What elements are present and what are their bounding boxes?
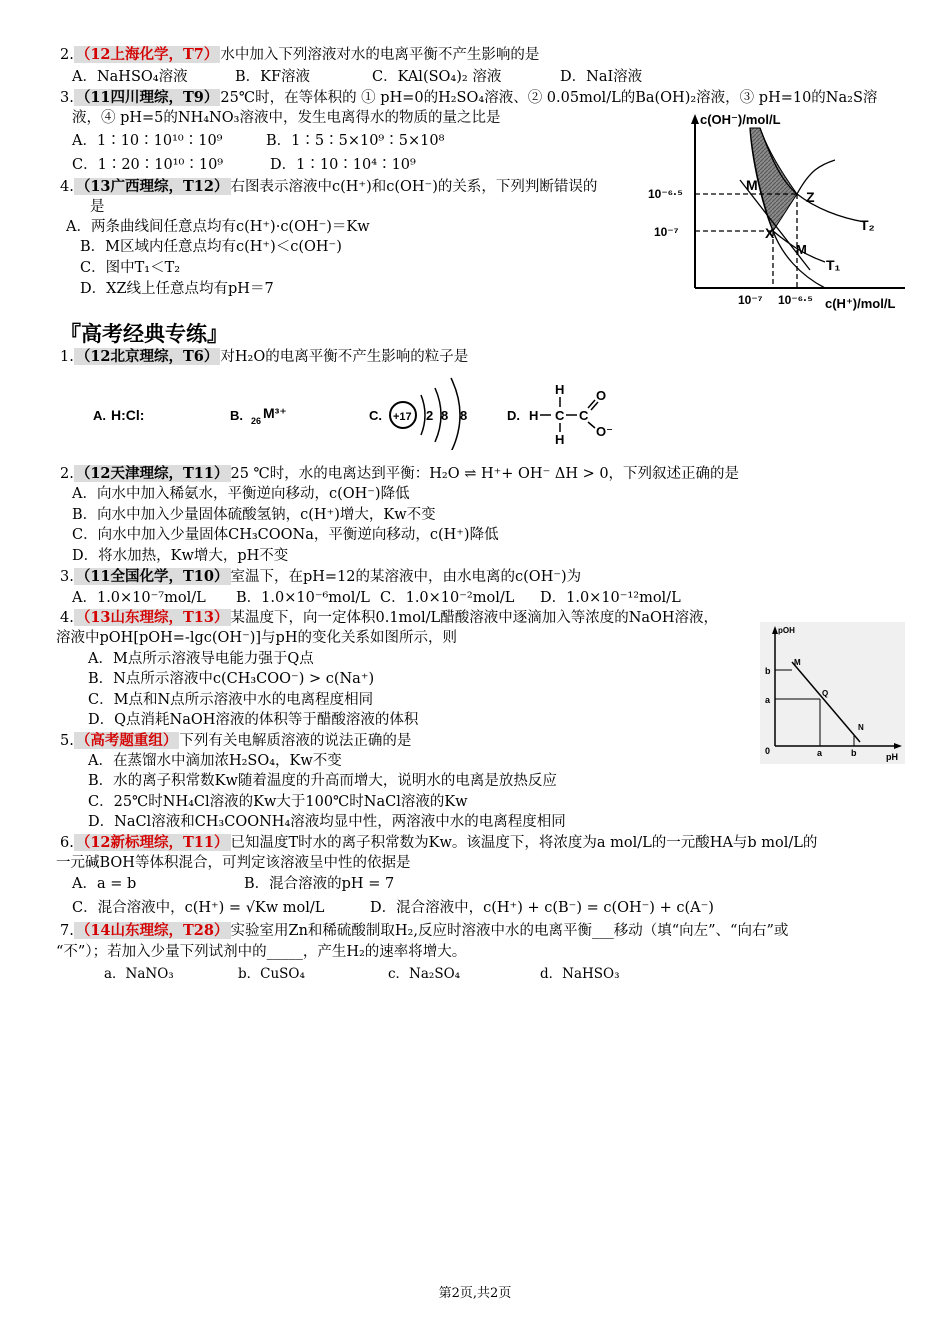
option-b-label: B. (230, 408, 243, 423)
y-axis-label: c(OH⁻)/mol/L (700, 112, 781, 127)
y-tick-b: b (765, 666, 771, 676)
x-tick-b: b (851, 748, 857, 758)
q-number: 5. (60, 733, 74, 749)
graph-background (760, 622, 905, 764)
curve-t2-upper (797, 160, 835, 194)
q1-option-figures (85, 370, 645, 450)
q-main-6 (60, 833, 817, 853)
q-stem-line2: 溶液中pOH[pOH=-lgc(OH⁻)]与pH的变化关系如图所示，则 (56, 630, 457, 646)
option-c: C．图中T₁＜T₂ (80, 260, 181, 276)
q-number: 2. (60, 466, 74, 482)
option-d: D．Q点消耗NaOH溶液的体积等于醋酸溶液的体积 (88, 712, 419, 728)
shell-electrons-3: 8 (460, 408, 468, 423)
point-n: N (858, 723, 864, 732)
option-d: D．1.0×10⁻¹²mol/L (540, 590, 681, 606)
option-b: B．M区域内任意点均有c(H⁺)＜c(OH⁻) (80, 239, 342, 255)
shell-electrons-1: 2 (426, 408, 434, 423)
option-a: a．NaNO₃ (104, 966, 174, 982)
point-m-upper: M (746, 177, 758, 193)
poh-ph-graph (760, 622, 905, 764)
point-m: M (794, 658, 801, 667)
q-stem: 下列有关电解质溶液的说法正确的是 (179, 733, 412, 749)
option-c: C．M点和N点所示溶液中水的电离程度相同 (88, 692, 374, 708)
q-stem-line2: 一元碱BOH等体积混合，可判定该溶液呈中性的依据是 (56, 855, 411, 871)
shell-electrons-2: 8 (441, 408, 449, 423)
point-z: Z (806, 189, 815, 205)
kw-temperature-graph (640, 110, 920, 315)
x-tick-7: 10⁻⁷ (738, 293, 763, 307)
x-tick-65: 10⁻⁶·⁵ (778, 293, 813, 307)
q-number: 3. (60, 90, 74, 106)
option-a: A．1∶10∶10¹⁰∶10⁹ (72, 133, 223, 149)
q-number: 3. (60, 569, 74, 585)
option-d: D．NaI溶液 (560, 69, 643, 85)
q-source-tag: （11四川理综，T9） (75, 89, 219, 106)
q-top-4 (60, 177, 597, 197)
section-title: 『高考经典专练』 (60, 322, 228, 346)
shell-arc-1 (421, 395, 425, 435)
y-tick-7: 10⁻⁷ (654, 225, 679, 239)
atom-o: O (596, 388, 607, 403)
q-stem: 水中加入下列溶液对水的电离平衡不产生影响的是 (220, 47, 540, 63)
option-a-formula: H:Cl: (111, 407, 145, 423)
q-main-3 (60, 567, 581, 587)
atom-h-top: H (555, 382, 565, 397)
option-b: B．KF溶液 (235, 69, 311, 85)
y-axis-label: pOH (778, 626, 795, 635)
q-source-tag: （12上海化学，T7） (75, 46, 219, 63)
q-stem-line2: 是 (90, 199, 105, 215)
q-stem-line2: “不”）；若加入少量下列试剂中的_____，产生H₂的速率将增大。 (56, 944, 467, 960)
y-tick-a: a (765, 695, 771, 705)
option-c: c．Na₂SO₄ (388, 966, 461, 982)
q-number: 6. (60, 835, 74, 851)
option-a: A．NaHSO₄溶液 (72, 69, 188, 85)
q-top-2 (60, 45, 539, 65)
q-source-tag: （12北京理综，T6） (75, 348, 219, 365)
shell-arc-3 (451, 378, 460, 450)
q-number: 1. (60, 349, 74, 365)
option-d: d．NaHSO₃ (540, 966, 620, 982)
q-source-tag: （11全国化学，T10） (75, 568, 229, 585)
option-c: C．KAl(SO₄)₂ 溶液 (372, 69, 502, 85)
label-t1: T₁ (826, 257, 841, 273)
point-q: Q (822, 689, 829, 698)
x-axis-label: c(H⁺)/mol/L (825, 296, 896, 311)
atom-h-bottom: H (555, 432, 565, 447)
option-c: C．1∶20∶10¹⁰∶10⁹ (72, 157, 224, 173)
q-stem: 室温下，在pH=12的某溶液中，由水电离的c(OH⁻)为 (230, 569, 582, 585)
option-a: A．在蒸馏水中滴加浓H₂SO₄，Kw不变 (88, 753, 342, 769)
option-d: D．NaCl溶液和CH₃COONH₄溶液均显中性，两溶液中水的电离程度相同 (88, 814, 566, 830)
q-stem-line1: 已知温度T时水的离子积常数为Kw。该温度下，将浓度为a mol/L的一元酸HA与b mol/L的 (230, 835, 818, 851)
q-source-tag: （14山东理综，T28） (75, 922, 229, 939)
q-source-tag: （12新标理综，T11） (75, 834, 229, 851)
q-main-5 (60, 731, 411, 751)
bond (588, 422, 595, 428)
option-b: B．1∶5∶5×10⁹∶5×10⁸ (266, 133, 445, 149)
q-stem-line1: 右图表示溶液中c(H⁺)和c(OH⁻)的关系，下列判断错误的 (230, 179, 598, 195)
atom-c1: C (555, 408, 565, 423)
option-c-label: C. (369, 408, 382, 423)
atom-o-minus: O⁻ (596, 424, 613, 439)
x-axis-label: pH (886, 752, 898, 762)
option-c: C．向水中加入少量固体CH₃COONa，平衡逆向移动，c(H⁺)降低 (72, 527, 499, 543)
option-d: D．XZ线上任意点均有pH＝7 (80, 281, 274, 297)
option-b: B．水的离子积常数Kw随着温度的升高而增大，说明水的电离是放热反应 (88, 773, 557, 789)
q-number: 4. (60, 179, 74, 195)
origin-label: 0 (765, 746, 771, 756)
q-stem: 25 ℃时，水的电离达到平衡：H₂O ⇌ H⁺+ OH⁻ ΔH > 0，下列叙述正确的是 (230, 466, 740, 482)
option-a: A．a = b (72, 876, 137, 892)
q-number: 4. (60, 610, 74, 626)
option-b-formula: M³⁺ (263, 405, 287, 421)
option-c: C．1.0×10⁻²mol/L (380, 590, 515, 606)
q-main-4 (60, 608, 718, 628)
q-stem-line1: 某温度下，向一定体积0.1mol/L醋酸溶液中逐滴加入等浓度的NaOH溶液， (230, 610, 719, 626)
option-a-label: A. (93, 408, 106, 423)
option-c: C．25℃时NH₄Cl溶液的Kw大于100℃时NaCl溶液的Kw (88, 794, 468, 810)
y-tick-65: 10⁻⁶·⁵ (648, 187, 683, 201)
nucleus-charge: +17 (393, 411, 412, 423)
q-number: 2. (60, 47, 74, 63)
atom-h-left: H (529, 408, 539, 423)
q-source-tag: （13广西理综，T12） (75, 178, 229, 195)
q-main-1 (60, 347, 468, 367)
option-a: A．M点所示溶液导电能力强于Q点 (88, 651, 314, 667)
page-footer: 第2页,共2页 (438, 1286, 512, 1301)
q-main-7 (60, 921, 788, 941)
q-stem: 对H₂O的电离平衡不产生影响的粒子是 (220, 349, 469, 365)
label-t2: T₂ (860, 217, 875, 233)
y-axis-arrow (691, 114, 699, 124)
q-stem-line1: 25℃时，在等体积的 ① pH=0的H₂SO₄溶液、② 0.05mol/L的Ba(OH)₂溶液，③ pH=10的Na₂S溶 (220, 90, 878, 106)
option-b: B．1.0×10⁻⁶mol/L (236, 590, 370, 606)
point-m-lower: M (796, 242, 807, 257)
option-d: D．1∶10∶10⁴∶10⁹ (270, 157, 416, 173)
q-stem-line1: 实验室用Zn和稀硫酸制取H₂,反应时溶液中水的电离平衡___移动（填“向左”、“向右”或 (230, 923, 789, 939)
option-c: C．混合溶液中，c(H⁺) = √Kw mol/L (72, 900, 325, 916)
option-a: A．两条曲线间任意点均有c(H⁺)·c(OH⁻)＝Kw (66, 219, 370, 235)
q-source-tag: （13山东理综，T13） (75, 609, 229, 626)
option-a: A．向水中加入稀氨水，平衡逆向移动，c(OH⁻)降低 (72, 486, 410, 502)
option-a: A．1.0×10⁻⁷mol/L (72, 590, 206, 606)
option-d: D．将水加热，Kw增大，pH不变 (72, 548, 289, 564)
x-tick-a: a (817, 748, 823, 758)
option-b: B．向水中加入少量固体硫酸氢钠，c(H⁺)增大，Kw不变 (72, 507, 436, 523)
option-d: D．混合溶液中，c(H⁺) + c(B⁻) = c(OH⁻) + c(A⁻) (370, 900, 714, 916)
q-number: 7. (60, 923, 74, 939)
option-b: B．N点所示溶液中c(CH₃COO⁻) > c(Na⁺) (88, 671, 375, 687)
q-source-tag: （12天津理综，T11） (75, 465, 229, 482)
point-x: X (765, 225, 775, 241)
q-source-tag: （高考题重组） (75, 732, 178, 749)
option-b: B．混合溶液的pH = 7 (244, 876, 395, 892)
option-d-label: D. (507, 408, 520, 423)
q-main-2 (60, 464, 739, 484)
atom-c2: C (579, 408, 589, 423)
q-top-3 (60, 88, 877, 108)
option-b: b．CuSO₄ (238, 966, 305, 982)
option-b-prefix: 26 (251, 416, 262, 426)
q-stem-line2: 液，④ pH=5的NH₄NO₃溶液中，发生电离得水的物质的量之比是 (72, 110, 501, 126)
